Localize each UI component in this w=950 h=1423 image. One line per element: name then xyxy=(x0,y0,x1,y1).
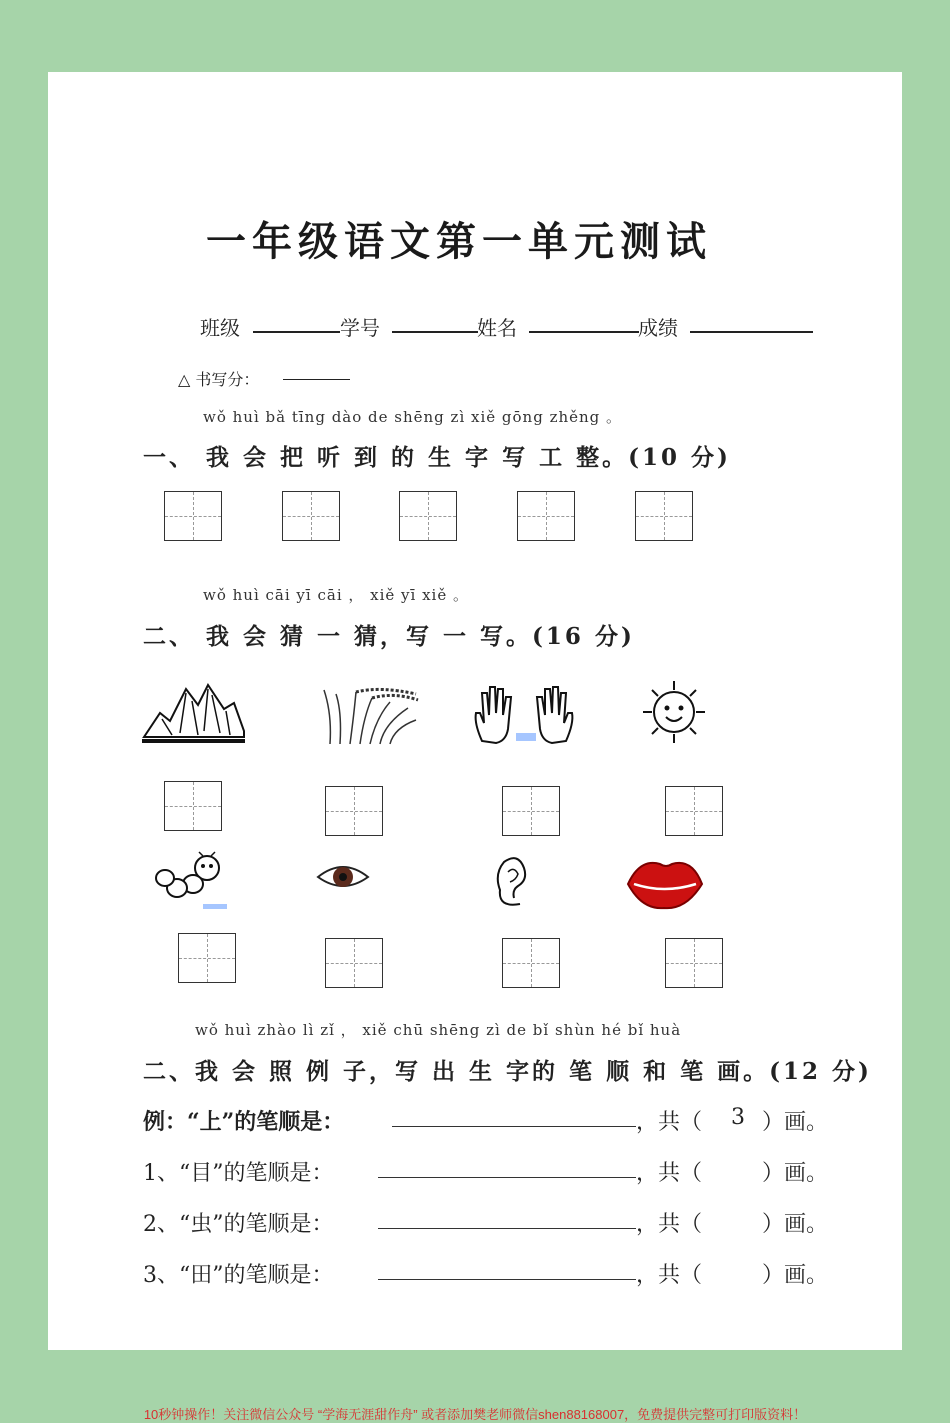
section1-box-2[interactable] xyxy=(282,491,340,541)
promo-footer: 10秒钟操作！关注微信公众号 “学海无涯甜作舟” 或者添加樊老师微信shen88168007，免费提供完整可打印版资料！ xyxy=(143,1407,807,1422)
example-row-count: 3 xyxy=(731,1105,745,1130)
picture-box-4[interactable] xyxy=(665,786,723,836)
row-1-label: 1、“目”的笔顺是： xyxy=(143,1161,334,1186)
section1-box-4[interactable] xyxy=(517,491,575,541)
number-field[interactable] xyxy=(392,331,478,333)
writing-score-field[interactable] xyxy=(283,379,350,380)
picture-box-3[interactable] xyxy=(502,786,560,836)
number-label: 学号 xyxy=(340,316,380,340)
row-2-suffix-close: ）画。 xyxy=(762,1212,829,1237)
name-label: 姓名 xyxy=(477,316,517,340)
hands-picture xyxy=(470,683,578,747)
score-label: 成绩 xyxy=(638,316,678,340)
picture-box-2[interactable] xyxy=(325,786,383,836)
picture-box-1[interactable] xyxy=(164,781,222,831)
caterpillar-picture xyxy=(155,852,233,910)
sun-picture xyxy=(641,679,707,745)
rice-picture xyxy=(320,684,420,746)
picture-box-6[interactable] xyxy=(325,938,383,988)
section1-box-5[interactable] xyxy=(635,491,693,541)
section3-pinyin: wǒ huì zhào lì zǐ ， xiě chū shēng zì de bǐ shùn hé bǐ huà xyxy=(195,1021,682,1039)
row-2-suffix-open: ，共（ xyxy=(636,1212,703,1237)
row-3-answer-line[interactable] xyxy=(378,1279,636,1280)
example-row-suffix-close: ）画。 xyxy=(762,1110,829,1135)
row-2-answer-line[interactable] xyxy=(378,1228,636,1229)
row-3-suffix-open: ，共（ xyxy=(636,1263,703,1288)
page-title: 一年级语文第一单元测试 xyxy=(206,218,712,265)
eye-picture xyxy=(316,857,370,897)
example-row-label: 例：“上”的笔顺是： xyxy=(143,1109,345,1135)
example-row-line xyxy=(392,1126,636,1127)
row-1-suffix-close: ）画。 xyxy=(762,1161,829,1186)
section3-heading: 二、我 会 照 例 子，写 出 生 字的 笔 顺 和 笔 画。(12 分) xyxy=(143,1058,872,1085)
row-3-label: 3、“田”的笔顺是： xyxy=(143,1263,334,1288)
ear-picture xyxy=(490,854,530,910)
row-1-answer-line[interactable] xyxy=(378,1177,636,1178)
mouth-picture xyxy=(626,854,704,912)
class-label: 班级 xyxy=(200,316,240,340)
section2-heading: 二、 我 会 猜 一 猜，写 一 写。(16 分) xyxy=(143,623,635,650)
picture-box-5[interactable] xyxy=(178,933,236,983)
section1-pinyin: wǒ huì bǎ tīng dào de shēng zì xiě gōng zhěng 。 xyxy=(203,408,623,426)
class-field[interactable] xyxy=(253,331,340,333)
picture-box-8[interactable] xyxy=(665,938,723,988)
section2-pinyin: wǒ huì cāi yī cāi ， xiě yī xiě 。 xyxy=(203,586,469,604)
row-2-label: 2、“虫”的笔顺是： xyxy=(143,1212,334,1237)
example-row-suffix-open: ，共（ xyxy=(636,1110,703,1135)
picture-box-7[interactable] xyxy=(502,938,560,988)
section1-heading: 一、 我 会 把 听 到 的 生 字 写 工 整。(10 分) xyxy=(143,444,731,471)
section1-box-3[interactable] xyxy=(399,491,457,541)
score-field[interactable] xyxy=(690,331,813,333)
writing-score-label: △ 书写分： xyxy=(178,370,260,389)
row-3-suffix-close: ）画。 xyxy=(762,1263,829,1288)
section1-box-1[interactable] xyxy=(164,491,222,541)
name-field[interactable] xyxy=(529,331,639,333)
row-1-suffix-open: ，共（ xyxy=(636,1161,703,1186)
mountain-picture xyxy=(142,675,245,747)
